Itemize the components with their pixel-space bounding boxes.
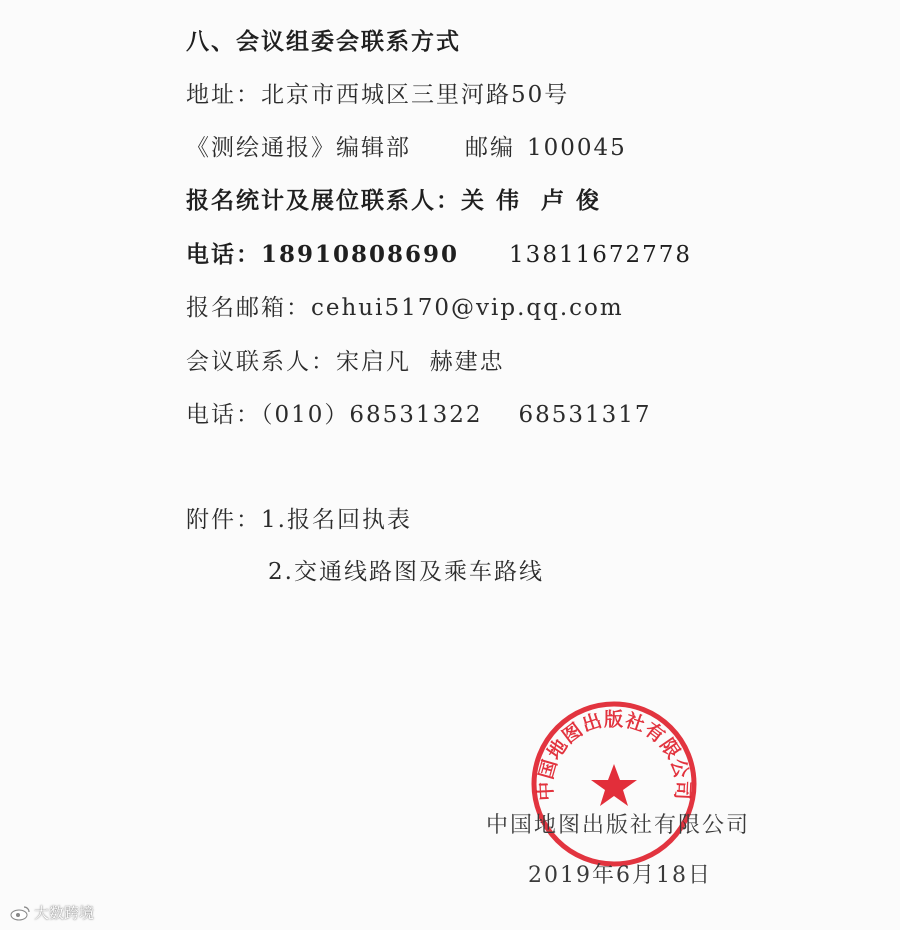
- watermark: [10, 902, 94, 923]
- watermark-text: 大数跨境: [34, 904, 95, 922]
- section-heading: 八、会议组委会联系方式: [186, 28, 461, 55]
- meeting-phone-line: [186, 400, 652, 430]
- attachment-item: 1.报名回执表: [261, 507, 412, 533]
- official-seal-icon: [530, 700, 698, 868]
- meeting-contact-label: 会议联系人：: [186, 349, 336, 375]
- email-label: 报名邮箱：: [186, 295, 311, 321]
- svg-text:中国地图出版社有限公司: 中国地图出版社有限公司: [534, 708, 694, 802]
- address-line: [186, 80, 569, 110]
- registration-contact-line: [186, 186, 601, 216]
- attachment-item: 2.交通线路图及乘车路线: [268, 559, 544, 585]
- email-line: [186, 293, 624, 323]
- attachments-line-1: [186, 505, 412, 535]
- meeting-contact-names: 宋启凡 赫建忠: [336, 349, 505, 375]
- signature-date: 2019年6月18日: [528, 863, 712, 888]
- phone-number-2: 13811672778: [509, 242, 693, 268]
- signature-org: 中国地图出版社有限公司: [486, 813, 751, 838]
- address-value: 北京市西城区三里河路50号: [261, 82, 570, 108]
- registration-contact-label: 报名统计及展位联系人：: [186, 187, 461, 214]
- department-name: 《测绘通报》编辑部: [186, 135, 411, 161]
- meeting-phone-label: 电话：: [186, 402, 261, 428]
- address-label: 地址：: [186, 82, 261, 108]
- postcode-value: 100045: [527, 135, 627, 161]
- weibo-icon: [10, 905, 30, 921]
- postcode-label: 邮编: [465, 135, 515, 161]
- meeting-phone-value-b: 68531317: [518, 402, 652, 428]
- meeting-phone-value: （010）68531322: [261, 402, 483, 428]
- department-line: [186, 133, 627, 163]
- email-value: cehui5170@vip.qq.com: [311, 295, 624, 321]
- phone-line: [186, 240, 692, 270]
- phone-number-1: 18910808690: [261, 241, 460, 268]
- phone-label: 电话：: [186, 241, 261, 268]
- meeting-contact-line: [186, 347, 505, 377]
- attachments-label: 附件：: [186, 507, 261, 533]
- attachments-line-2: [268, 557, 544, 587]
- registration-contact-names: 关 伟 卢 俊: [461, 187, 602, 214]
